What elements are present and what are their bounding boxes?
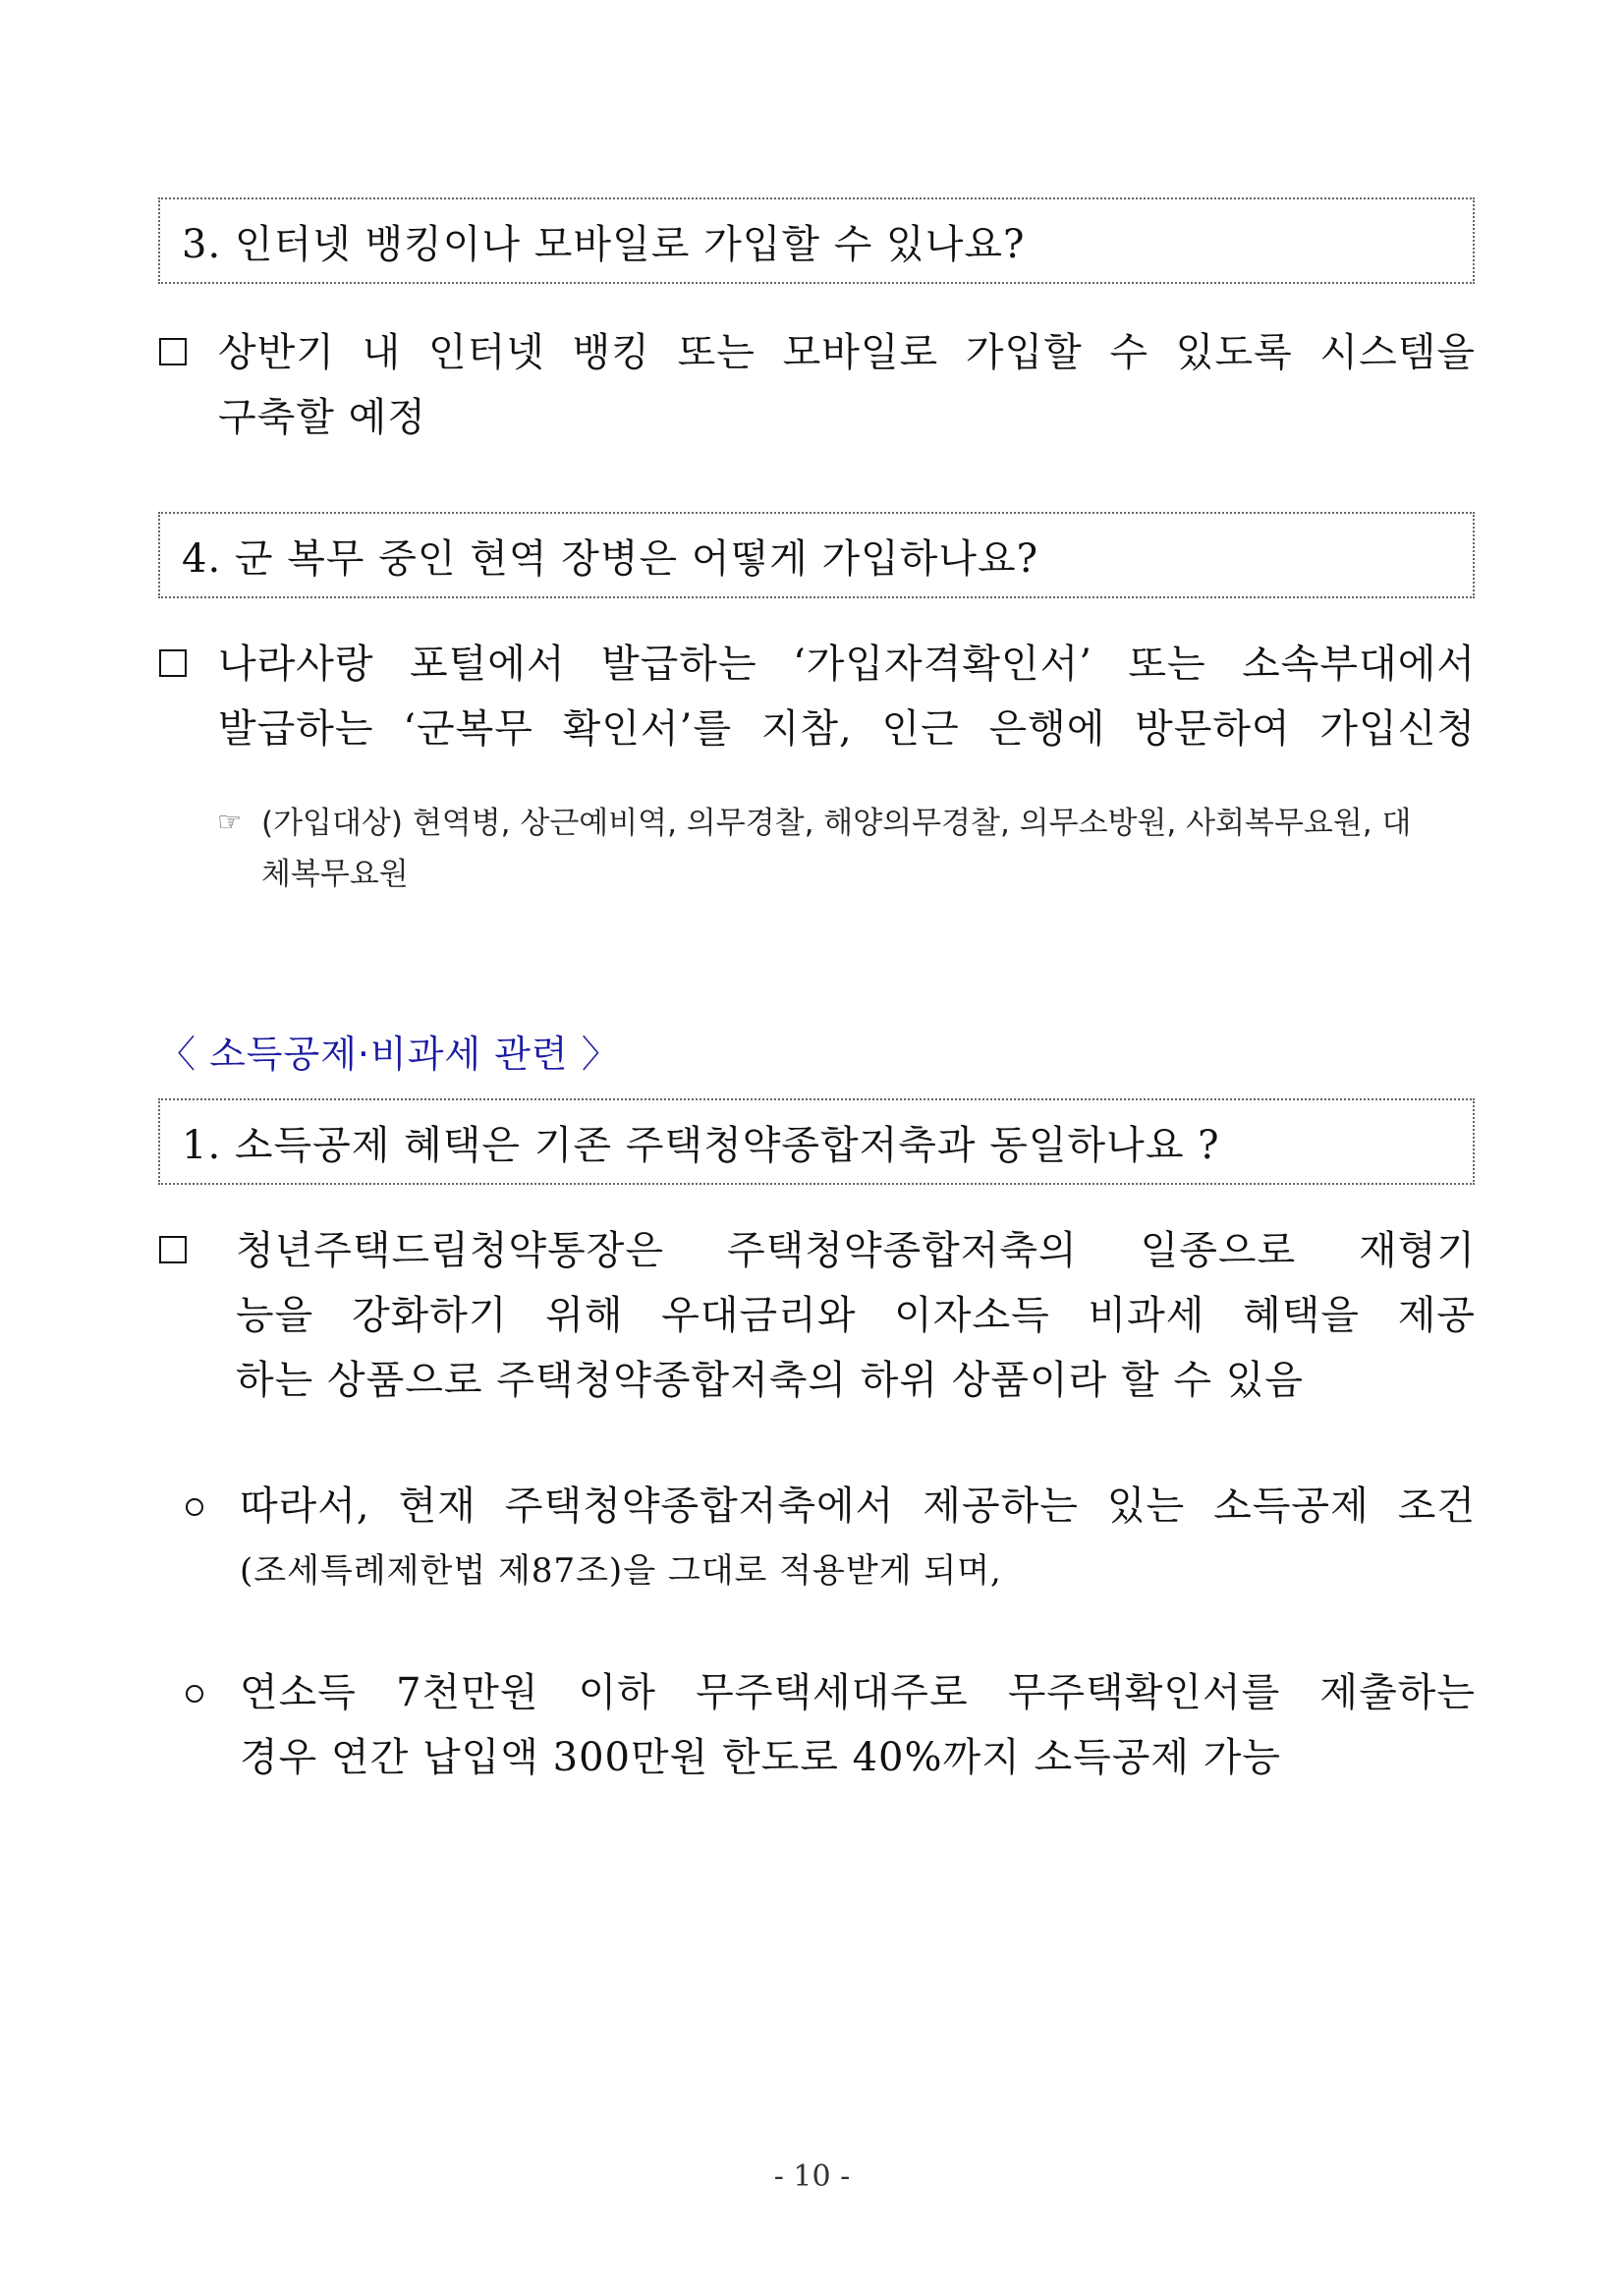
sub-bullet-2-line-2: 경우 연간 납입액 300만원 한도로 40%까지 소득공제 가능	[240, 1735, 1282, 1780]
answer-3-line-1: 상반기 내 인터넷 뱅킹 또는 모바일로 가입할 수 있도록 시스템을	[218, 330, 1476, 375]
pointing-hand-icon: ☞	[217, 806, 243, 838]
tax-answer-line-2: 능을 강화하기 위해 우대금리와 이자소득 비과세 혜택을 제공	[236, 1293, 1476, 1338]
answer-4-line-1: 나라사랑 포털에서 발급하는 ‘가입자격확인서’ 또는 소속부대에서	[218, 642, 1476, 687]
question-4-text: 4. 군 복무 중인 현역 장병은 어떻게 가입하나요?	[182, 535, 1039, 582]
circle-bullet-icon	[186, 1498, 203, 1516]
answer-4-note	[261, 798, 1476, 900]
question-3-text: 3. 인터넷 뱅킹이나 모바일로 가입할 수 있나요?	[182, 221, 1026, 267]
sub-bullet-2-line-1: 연소득 7천만원 이하 무주택세대주로 무주택확인서를 제출하는	[240, 1670, 1476, 1715]
answer-4	[218, 632, 1476, 761]
checkbox-bullet-icon	[159, 649, 187, 677]
tax-question-1-text: 1. 소득공제 혜택은 기존 주택청약종합저축과 동일하나요 ?	[182, 1122, 1220, 1168]
sub-bullet-1-line-1: 따라서, 현재 주택청약종합저축에서 제공하는 있는 소득공제 조건	[240, 1484, 1476, 1529]
page-number: - 10 -	[773, 2159, 851, 2194]
tax-sub-bullet-1	[240, 1474, 1476, 1603]
section-title: 〈 소득공제·비과세 관련 〉	[158, 1033, 620, 1076]
question-box-3	[158, 197, 1475, 284]
tax-answer-line-3: 하는 상품으로 주택청약종합저축의 하위 상품이라 할 수 있음	[236, 1358, 1305, 1403]
question-box-tax-1	[158, 1098, 1475, 1185]
question-box-4	[158, 512, 1475, 598]
answer-3	[218, 320, 1476, 450]
tax-answer-line-1: 청년주택드림청약통장은 주택청약종합저축의 일종으로 재형기	[236, 1228, 1476, 1273]
checkbox-bullet-icon	[159, 1236, 187, 1263]
note-line-1: (가입대상) 현역병, 상근예비역, 의무경찰, 해양의무경찰, 의무소방원, 사회복무요원, 대	[261, 806, 1412, 841]
tax-sub-bullet-2	[240, 1660, 1476, 1790]
answer-3-line-2: 구축할 예정	[218, 395, 426, 440]
answer-4-line-2: 발급하는 ‘군복무 확인서’를 지참, 인근 은행에 방문하여 가입신청	[218, 706, 1476, 752]
checkbox-bullet-icon	[159, 338, 187, 365]
sub-bullet-1-line-2: (조세특례제한법 제87조)을 그대로 적용받게 되며,	[240, 1551, 1002, 1591]
circle-bullet-icon	[186, 1685, 203, 1703]
tax-answer-1	[236, 1218, 1476, 1413]
note-line-2: 체복무요원	[261, 857, 409, 892]
